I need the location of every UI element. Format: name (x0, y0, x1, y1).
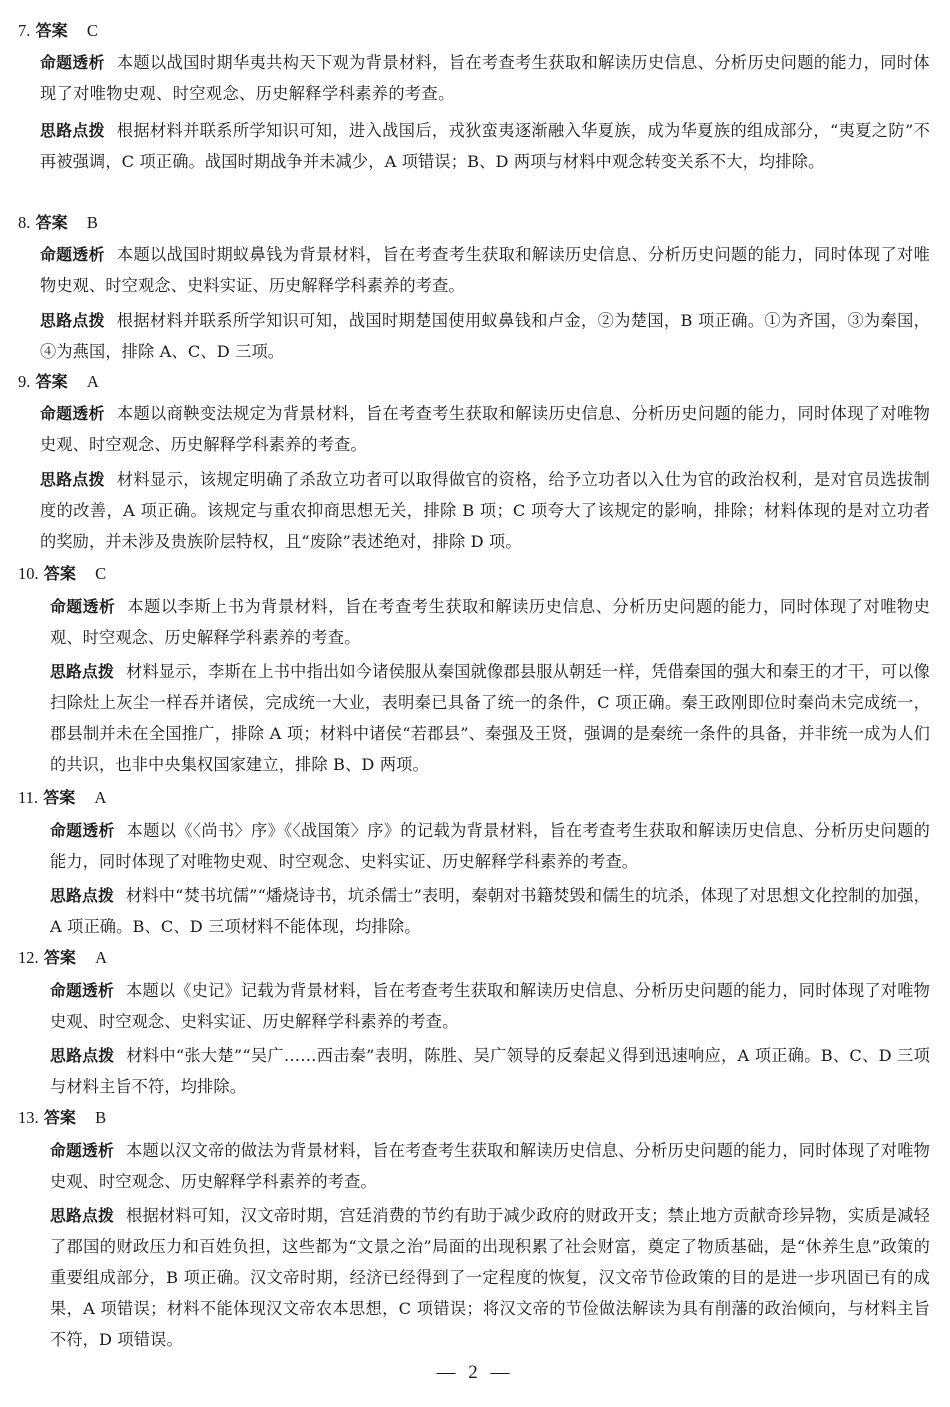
question-number: 7. (18, 21, 31, 40)
intent-paragraph (40, 398, 930, 460)
answer-line (18, 369, 99, 395)
question-number: 13. (18, 1108, 39, 1127)
answer-label: 答案 (43, 1108, 76, 1127)
hint-label: 思路点拨 (40, 311, 105, 330)
intent-label: 命题透析 (40, 404, 105, 423)
hint-label: 思路点拨 (50, 662, 115, 681)
intent-label: 命题透析 (50, 821, 115, 840)
question-number: 11. (18, 788, 39, 807)
intent-label: 命题透析 (50, 1141, 115, 1160)
intent-text: 本题以商鞅变法规定为背景材料，旨在考查考生获取和解读历史信息、分析历史问题的能力，同时体现了对唯物史观、时空观念、历史解释学科素养的考查。 (40, 404, 930, 454)
answer-value: B (95, 1108, 107, 1127)
hint-label: 思路点拨 (40, 470, 105, 489)
answer-line (18, 561, 106, 587)
answer-label: 答案 (43, 564, 76, 583)
answer-value: A (95, 948, 108, 967)
hint-text: 材料中“焚书坑儒”“燔烧诗书，坑杀儒士”表明，秦朝对书籍焚毁和儒生的坑杀，体现了对思想文化控制的加强，A 项正确。B、C、D 三项材料不能体现，均排除。 (50, 886, 931, 936)
intent-paragraph (50, 975, 930, 1037)
intent-text: 本题以《史记》记载为背景材料，旨在考查考生获取和解读历史信息、分析历史问题的能力，同时体现了对唯物史观、时空观念、史料实证、历史解释学科素养的考查。 (50, 981, 930, 1031)
answer-label: 答案 (43, 788, 76, 807)
answer-label: 答案 (35, 21, 68, 40)
hint-paragraph (40, 115, 930, 177)
question-number: 8. (18, 213, 31, 232)
answer-line (18, 945, 107, 971)
answer-label: 答案 (35, 213, 68, 232)
hint-paragraph (50, 656, 930, 780)
answer-value: C (95, 564, 107, 583)
answer-value: C (86, 21, 98, 40)
intent-text: 本题以战国时期华夷共构天下观为背景材料，旨在考查考生获取和解读历史信息、分析历史问题的能力，同时体现了对唯物史观、时空观念、历史解释学科素养的考查。 (40, 53, 930, 103)
intent-label: 命题透析 (40, 53, 105, 72)
hint-paragraph (50, 1040, 930, 1102)
intent-paragraph (40, 47, 930, 109)
intent-paragraph (50, 1135, 930, 1197)
answer-value: A (94, 788, 107, 807)
answer-line (18, 1105, 106, 1131)
intent-text: 本题以战国时期蚁鼻钱为背景材料，旨在考查考生获取和解读历史信息、分析历史问题的能力，同时体现了对唯物史观、时空观念、史料实证、历史解释学科素养的考查。 (40, 245, 930, 295)
hint-paragraph (40, 464, 930, 557)
intent-label: 命题透析 (50, 981, 115, 1000)
answer-label: 答案 (43, 948, 76, 967)
answer-value: A (86, 372, 99, 391)
answer-label: 答案 (35, 372, 68, 391)
hint-label: 思路点拨 (50, 1046, 115, 1065)
intent-label: 命题透析 (40, 245, 105, 264)
answer-line (18, 210, 98, 236)
hint-label: 思路点拨 (50, 886, 114, 905)
intent-paragraph (40, 239, 930, 301)
hint-paragraph (50, 880, 930, 942)
intent-text: 本题以李斯上书为背景材料，旨在考查考生获取和解读历史信息、分析历史问题的能力，同时体现了对唯物史观、时空观念、历史解释学科素养的考查。 (50, 597, 930, 647)
hint-label: 思路点拨 (40, 121, 105, 140)
hint-text: 材料显示，李斯在上书中指出如今诸侯服从秦国就像郡县服从朝廷一样，凭借秦国的强大和秦王的才干，可以像扫除灶上灰尘一样吞并诸侯，完成统一大业，表明秦已具备了统一的条件，C 项正确。秦王政刚即位时秦尚未完成统一，郡县制并未在全国推广，排除 A 项；材料中诸侯“若郡县”、秦强及王贤，强调的是秦统一条件的具备，并非统一成为人们的共识，也非中央集权国家建立，排除 B、D 两项。 (50, 662, 930, 774)
hint-paragraph (50, 1200, 930, 1355)
hint-paragraph (40, 305, 930, 367)
hint-label: 思路点拨 (50, 1206, 115, 1225)
question-number: 9. (18, 372, 31, 391)
answer-line (18, 785, 106, 811)
hint-text: 材料显示，该规定明确了杀敌立功者可以取得做官的资格，给予立功者以入仕为官的政治权利，是对官员选拔制度的改善，A 项正确。该规定与重农抑商思想无关，排除 B 项；C 项夸大了该规定的影响，排除；材料体现的是对立功者的奖励，并未涉及贵族阶层特权，且“废除”表述绝对，排除 D 项。 (40, 470, 930, 551)
question-number: 12. (18, 948, 39, 967)
intent-paragraph (50, 815, 930, 877)
hint-text: 材料中“张大楚”“吴广……西击秦”表明，陈胜、吴广领导的反秦起义得到迅速响应，A 项正确。B、C、D 三项与材料主旨不符，均排除。 (50, 1046, 930, 1096)
hint-text: 根据材料并联系所学知识可知，进入战国后，戎狄蛮夷逐渐融入华夏族，成为华夏族的组成部分，“夷夏之防”不再被强调，C 项正确。战国时期战争并未减少，A 项错误；B、D 两项与材料中观念转变关系不大，均排除。 (40, 121, 930, 171)
answer-value: B (86, 213, 98, 232)
page-number: — 2 — (436, 1362, 514, 1383)
intent-paragraph (50, 591, 930, 653)
question-number: 10. (18, 564, 39, 583)
intent-text: 本题以汉文帝的做法为背景材料，旨在考查考生获取和解读历史信息、分析历史问题的能力，同时体现了对唯物史观、时空观念、历史解释学科素养的考查。 (50, 1141, 930, 1191)
hint-text: 根据材料并联系所学知识可知，战国时期楚国使用蚁鼻钱和卢金，②为楚国，B 项正确。①为齐国，③为秦国，④为燕国，排除 A、C、D 三项。 (40, 311, 930, 361)
intent-label: 命题透析 (50, 597, 116, 616)
hint-text: 根据材料可知，汉文帝时期，宫廷消费的节约有助于减少政府的财政开支；禁止地方贡献奇珍异物，实质是减轻了郡国的财政压力和百姓负担，这些都为“文景之治”局面的出现积累了社会财富，奠定了物质基础，是“休养生息”政策的重要组成部分，B 项正确。汉文帝时期，经济已经得到了一定程度的恢复，汉文帝节俭政策的目的是进一步巩固已有的成果，A 项错误；材料不能体现汉文帝农本思想，C 项错误；将汉文帝的节俭做法解读为具有削藩的政治倾向，与材料主旨不符，D 项错误。 (50, 1206, 930, 1349)
answer-line (18, 18, 98, 44)
intent-text: 本题以《〈尚书〉序》《〈战国策〉序》的记载为背景材料，旨在考查考生获取和解读历史信息、分析历史问题的能力，同时体现了对唯物史观、时空观念、史料实证、历史解释学科素养的考查。 (50, 821, 930, 871)
